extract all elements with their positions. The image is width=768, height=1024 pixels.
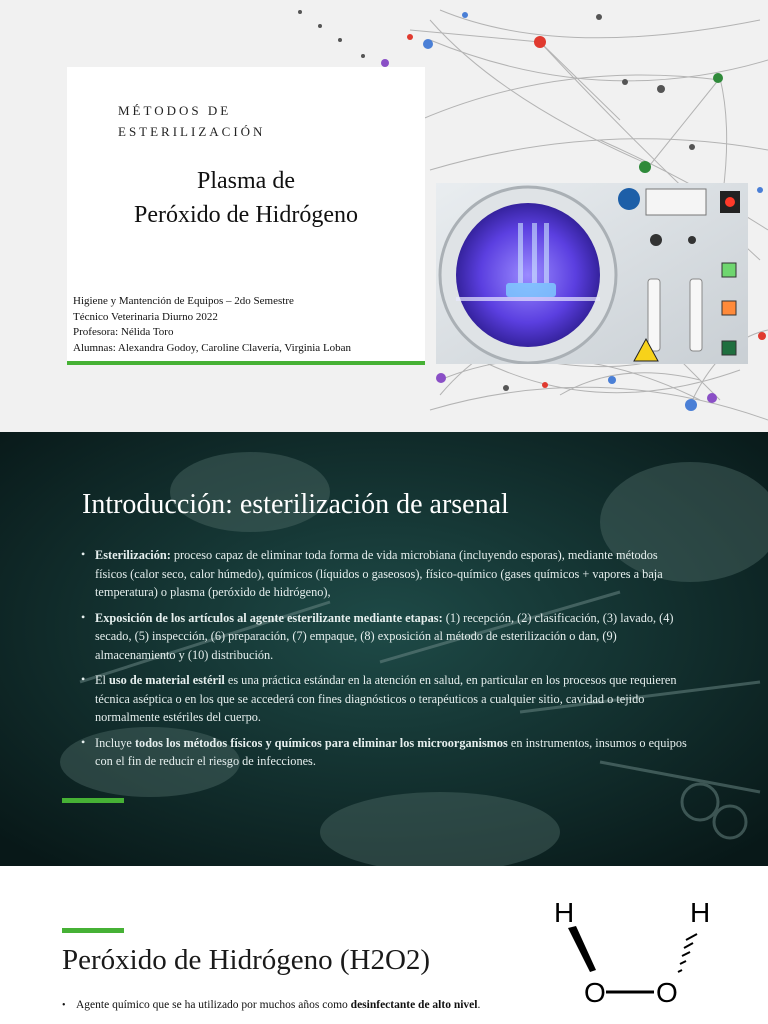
section-title: Peróxido de Hidrógeno (H2O2) [62,944,431,976]
intro-bullet-list [78,546,690,778]
bullet-text: en instrumentos, insumos o equipos con el fin de reducir el riesgo de infecciones. [95,735,687,768]
bullet-bold: todos los métodos físicos y químicos para eliminar los microorganismos [134,735,508,750]
detail-teacher: Profesora: Nélida Toro [73,326,174,338]
list-item [78,734,690,771]
bullet-text: es una práctica estándar en la atención en salud, en particular en los procesos que requieren técnica aséptica o en los que se accederá con fines diagnósticos o terapéuticos a cualquier sitio, cavidad o tejido normalmente estériles del cuerpo. [95,673,677,724]
atom-o-left: O [584,977,606,1008]
page-title [67,164,425,232]
title-slide [0,0,768,432]
wedge-bond [568,926,596,972]
list-item [78,671,690,727]
bullet-bold: uso de material estéril [109,673,225,687]
bullet-pre: Incluye [95,735,135,750]
detail-students: Alumnas: Alexandra Godoy, Caroline Clavería, Virginia Loban [73,341,352,354]
kicker-line-2: ESTERILIZACIÓN [118,124,266,139]
peroxide-slide [0,866,768,1024]
list-item [78,546,690,602]
sterilizer-device-image [436,183,748,364]
accent-bar [62,928,124,933]
title-line-1: Plasma de [197,168,295,194]
detail-program: Técnico Veterinaria Diurno 2022 [73,310,218,323]
slide-kicker [118,100,265,142]
list-item [78,609,690,665]
atom-o-right: O [656,977,678,1008]
accent-bar [67,361,425,365]
atom-h-right: H [690,897,711,928]
title-card [67,67,425,365]
hashed-bond [678,934,697,972]
h2o2-molecule-diagram [540,886,730,1021]
title-line-2: Peróxido de Hidrógeno [134,202,358,228]
detail-course: Higiene y Mantención de Equipos – 2do Semestre [73,295,294,307]
bullet-pre: El [95,673,110,687]
intro-slide [0,432,768,866]
bullet-bold: Esterilización: [95,548,171,562]
bullet-bold: Exposición de los artículos al agente esterilizante mediante etapas: [95,610,443,625]
kicker-line-1: MÉTODOS DE [118,103,232,118]
bullet-text: Agente químico que se ha utilizado por muchos años como [76,999,351,1011]
bullet-bold: desinfectante de alto nivel [350,999,478,1011]
atom-h-left: H [554,897,575,928]
accent-bar [62,798,124,803]
course-details [73,294,351,356]
list-item [62,999,480,1011]
section-title: Introducción: esterilización de arsenal [82,489,509,520]
bullet-end: . [477,999,481,1011]
bullet-text: (1) recepción, (2) clasificación, (3) lavado, (4) secado, (5) inspección, (6) preparación, (7) empaque, (8) exposición al método de esterilización o dan, (9) almacenamiento y (10) distribución. [95,610,674,662]
bullet-dot: • [62,1000,66,1011]
bullet-text: proceso capaz de eliminar toda forma de vida microbiana (incluyendo esporas), mediante métodos físicos (calor seco, calor húmedo), químicos (líquidos o gaseosos), físico-químico (gases químicos + vapores a baja temperatura) o plasma (peróxido de hidrógeno), [95,548,663,599]
